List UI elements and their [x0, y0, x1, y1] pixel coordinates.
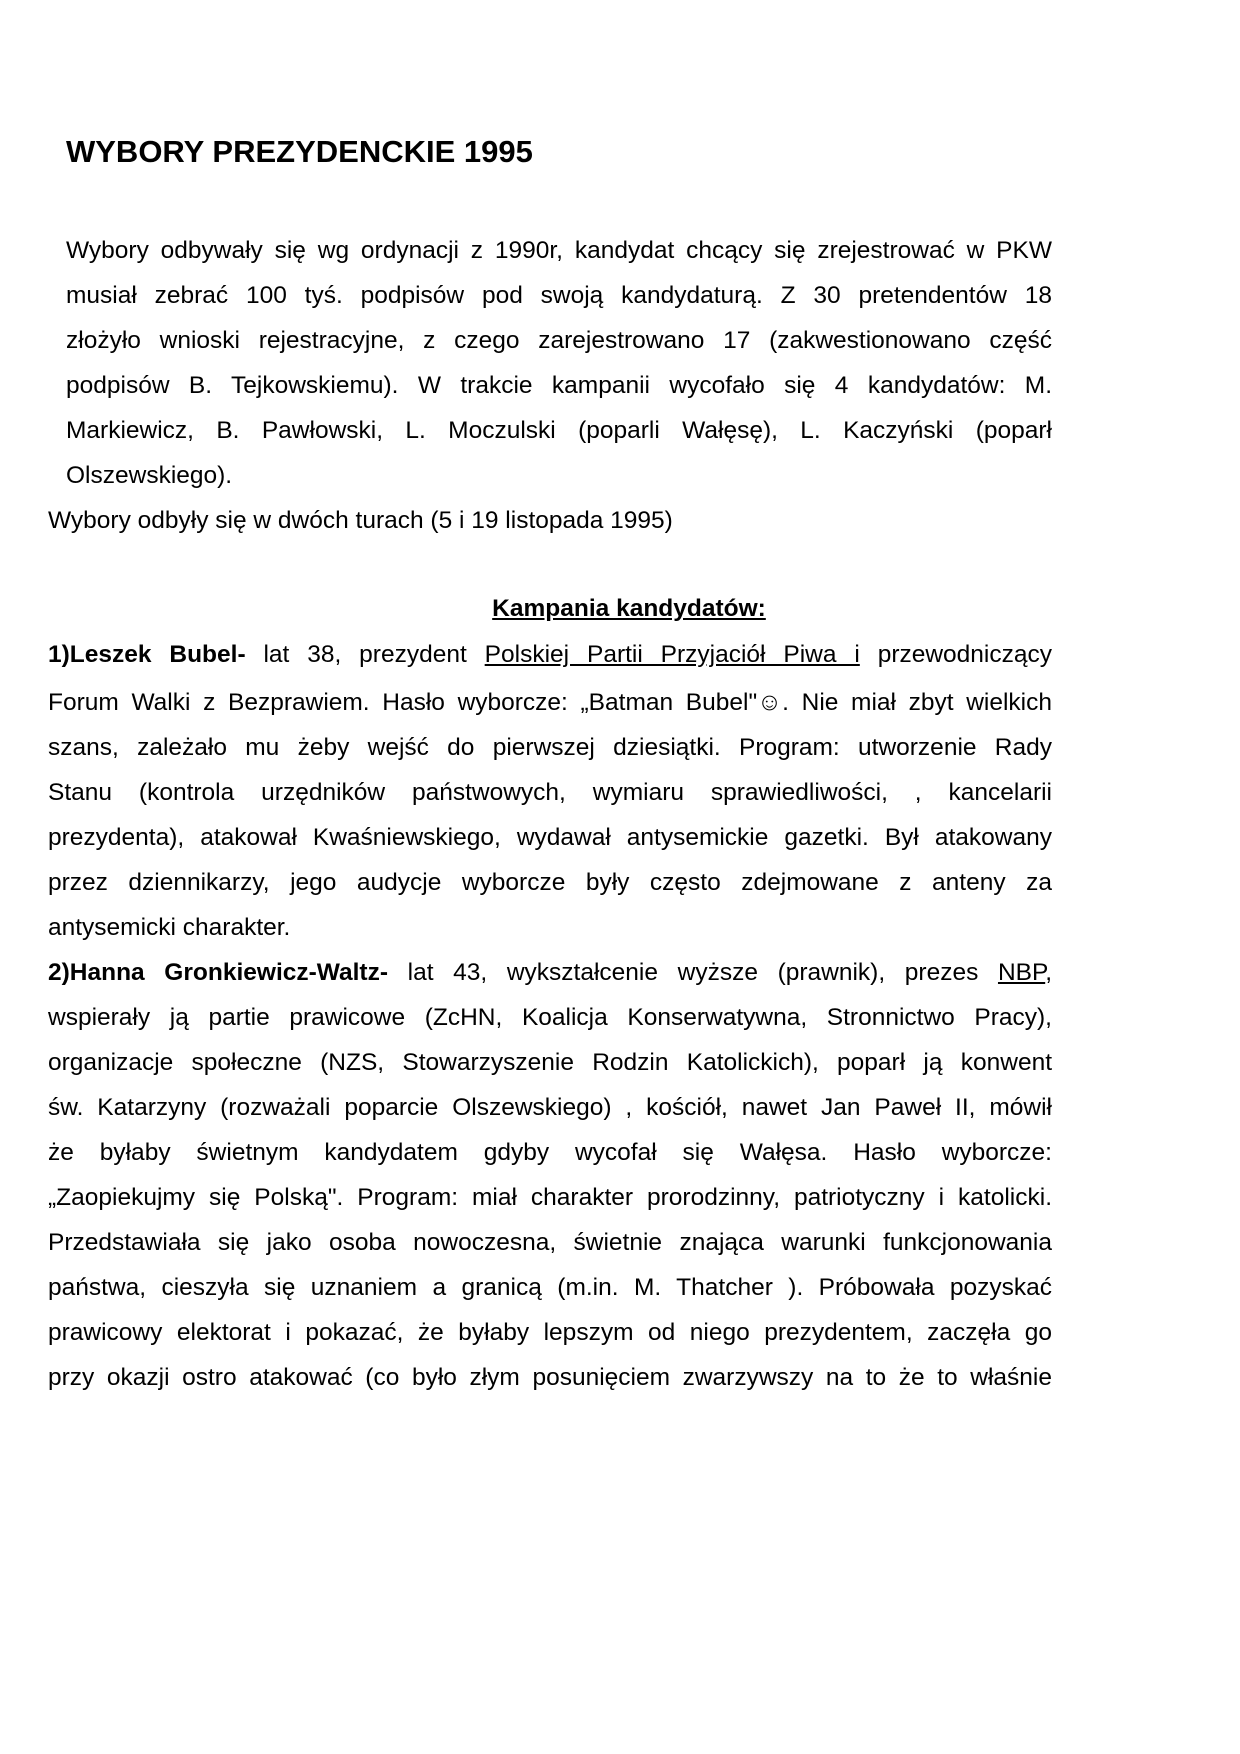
text-line — [48, 632, 1052, 677]
text-line: podpisów B. Tejkowskiemu). W trakcie kampanii wycofało się 4 kandydatów: M. — [66, 372, 1052, 399]
text-line: państwa, cieszyła się uznaniem a granicą (m.in. M. Thatcher ). Próbowała pozyskać — [48, 1274, 1052, 1301]
text-line: św. Katarzyny (rozważali poparcie Olszewskiego) , kościół, nawet Jan Paweł II, mówił — [48, 1094, 1052, 1121]
nbp-link[interactable]: NBP — [997, 959, 1046, 986]
text-span: lat 38, prezydent — [245, 641, 485, 668]
text-line: przy okazji ostro atakować (co było złym posunięciem zwarzywszy na to że to właśnie — [48, 1364, 1052, 1391]
rounds-text: Wybory odbyły się w dwóch turach (5 i 19 listopada 1995) — [48, 507, 673, 534]
text-line: „Zaopiekujmy się Polską". Program: miał charakter prorodzinny, patriotyczny i katolicki. — [48, 1184, 1052, 1211]
text-line — [48, 950, 1052, 995]
candidate-name: 2)Hanna Gronkiewicz-Waltz- — [48, 959, 388, 986]
text-span: lat 43, wykształcenie wyższe (prawnik), prezes — [388, 959, 998, 986]
text-line: że byłaby świetnym kandydatem gdyby wycofał się Wałęsa. Hasło wyborcze: — [48, 1139, 1052, 1166]
text-line: Markiewicz, B. Pawłowski, L. Moczulski (poparli Wałęsę), L. Kaczyński (poparł — [66, 417, 1052, 444]
text-line: szans, zależało mu żeby wejść do pierwszej dziesiątki. Program: utworzenie Rady — [48, 734, 1052, 761]
text-line: złożyło wnioski rejestracyjne, z czego zarejestrowano 17 (zakwestionowano część — [66, 327, 1052, 354]
text-line: przez dziennikarzy, jego audycje wyborcze były często zdejmowane z anteny za — [48, 869, 1052, 896]
text-line: Przedstawiała się jako osoba nowoczesna, świetnie znająca warunki funkcjonowania — [48, 1229, 1052, 1256]
text-line: antysemicki charakter. — [48, 914, 291, 941]
party-link[interactable]: Polskiej Partii Przyjaciół Piwa i — [484, 641, 860, 668]
text-line: Wybory odbywały się wg ordynacji z 1990r, kandydat chcący się zrejestrować w PKW — [66, 237, 1052, 264]
text-line: Olszewskiego). — [66, 462, 233, 489]
text-line: prawicowy elektorat i pokazać, że byłaby lepszym od niego prezydentem, zaczęła go — [48, 1319, 1052, 1346]
section-heading: Kampania kandydatów: — [492, 595, 766, 622]
text-line: organizacje społeczne (NZS, Stowarzyszenie Rodzin Katolickich), poparł ją konwent — [48, 1049, 1052, 1076]
text-line: musiał zebrać 100 tyś. podpisów pod swoją kandydaturą. Z 30 pretendentów 18 — [66, 282, 1052, 309]
text-line: Stanu (kontrola urzędników państwowych, wymiaru sprawiedliwości, , kancelarii — [48, 779, 1052, 806]
text-span: przewodniczący — [859, 641, 1052, 668]
text-line: Forum Walki z Bezprawiem. Hasło wyborcze: „Batman Bubel"☺. Nie miał zbyt wielkich — [48, 689, 1052, 716]
text-line: prezydenta), atakował Kwaśniewskiego, wydawał antysemickie gazetki. Był atakowany — [48, 824, 1052, 851]
candidate-name: 1)Leszek Bubel- — [48, 641, 246, 668]
text-span: , — [1045, 959, 1052, 986]
text-line: wspierały ją partie prawicowe (ZcHN, Koalicja Konserwatywna, Stronnictwo Pracy), — [48, 1004, 1052, 1031]
document-title: WYBORY PREZYDENCKIE 1995 — [66, 134, 533, 169]
